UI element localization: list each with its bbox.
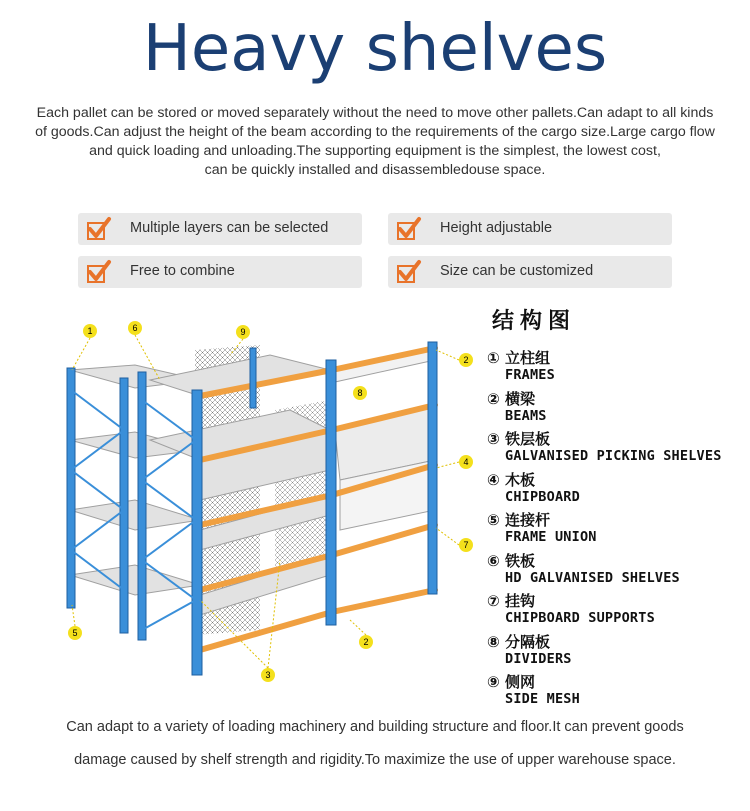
svg-text:4: 4 xyxy=(463,457,469,467)
svg-text:8: 8 xyxy=(357,388,363,398)
legend-title: 结构图 xyxy=(492,309,577,334)
svg-text:7: 7 xyxy=(463,540,469,550)
callout-9 xyxy=(236,325,250,339)
footer-line: Can adapt to a variety of loading machinery and building structure and floor.It can prevent goods xyxy=(66,719,684,735)
check-icon xyxy=(84,258,112,286)
svg-text:2: 2 xyxy=(363,637,369,647)
callout-4 xyxy=(459,455,473,469)
feature-free-to-combine xyxy=(78,256,362,288)
intro-line: of goods.Can adjust the height of the beam according to the requirements of the cargo size.Large cargo flow xyxy=(35,124,715,140)
svg-text:5: 5 xyxy=(72,628,78,638)
intro-line: Each pallet can be stored or moved separately without the need to move other pallets.Can adapt to all kinds xyxy=(36,105,714,121)
callout-5 xyxy=(68,626,82,640)
callout-3 xyxy=(261,668,275,682)
legend-item: ② 横梁 BEAMS xyxy=(487,389,547,424)
check-icon xyxy=(394,258,422,286)
legend-item: ③ 铁层板 GALVANISED PICKING SHELVES xyxy=(487,430,722,464)
footer-line: damage caused by shelf strength and rigidity.To maximize the use of upper warehouse space. xyxy=(74,752,676,768)
svg-text:2: 2 xyxy=(463,355,469,365)
feature-label: Free to combine xyxy=(130,263,235,279)
structure-legend xyxy=(487,345,737,710)
feature-multiple-layers xyxy=(78,213,362,245)
intro-line: can be quickly installed and disassembledouse space. xyxy=(204,162,546,178)
svg-text:1: 1 xyxy=(87,326,93,336)
legend-item: ⑧ 分隔板 DIVIDERS xyxy=(487,632,572,667)
callout-8 xyxy=(353,386,367,400)
feature-label: Height adjustable xyxy=(440,220,553,236)
svg-text:9: 9 xyxy=(240,327,246,337)
legend-item: ① 立柱组 FRAMES xyxy=(487,349,555,383)
feature-label: Multiple layers can be selected xyxy=(130,220,329,236)
legend-item: ⑦ 挂钩 CHIPBOARD SUPPORTS xyxy=(487,592,655,626)
svg-text:6: 6 xyxy=(132,323,138,333)
shelf-structure-diagram xyxy=(50,300,480,700)
legend-item: ⑥ 铁板 HD GALVANISED SHELVES xyxy=(487,551,680,586)
legend-item: ④ 木板 CHIPBOARD xyxy=(487,470,580,505)
page-title: Heavy shelves xyxy=(142,12,608,86)
check-icon xyxy=(394,215,422,243)
intro-line: and quick loading and unloading.The supporting equipment is the simplest, the lowest cost, xyxy=(89,143,661,159)
legend-item: ⑤ 连接杆 FRAME UNION xyxy=(487,511,597,545)
callout-1 xyxy=(83,324,97,338)
check-icon xyxy=(84,215,112,243)
svg-text:3: 3 xyxy=(265,670,271,680)
intro-paragraph xyxy=(6,104,744,180)
callout-6 xyxy=(128,321,142,335)
feature-height-adjustable xyxy=(388,213,672,245)
callout-7 xyxy=(459,538,473,552)
feature-size-customized xyxy=(388,256,672,288)
callout-2-bottom xyxy=(359,635,373,649)
feature-label: Size can be customized xyxy=(440,263,594,279)
legend-item: ⑨ 侧网 SIDE MESH xyxy=(487,673,580,707)
callout-2-top xyxy=(459,353,473,367)
